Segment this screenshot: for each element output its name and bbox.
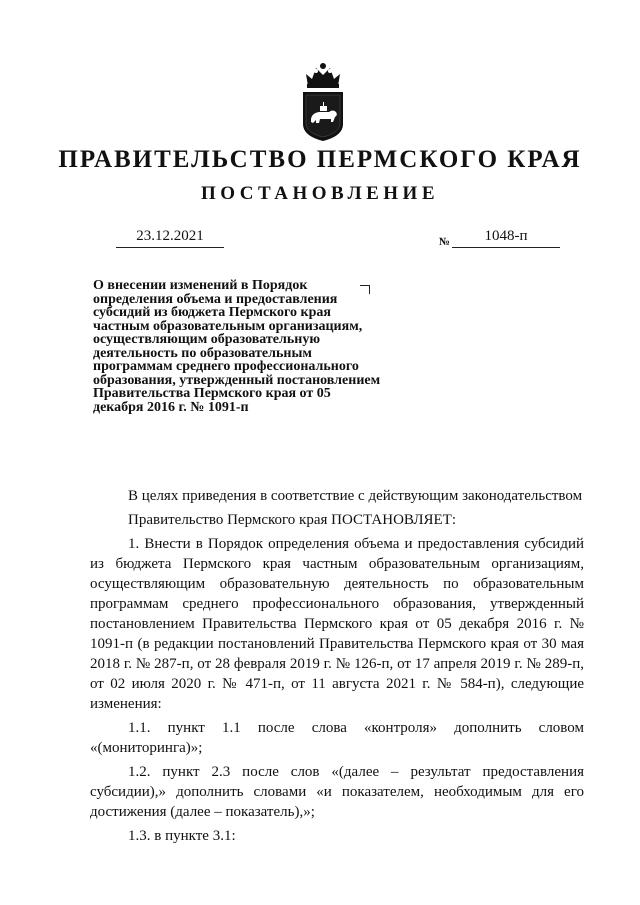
decree-number: 1048-п: [452, 228, 560, 248]
paragraph-resolves: Правительство Пермского края ПОСТАНОВЛЯЕТ:: [128, 512, 457, 528]
decree-body: [90, 486, 584, 846]
paragraph-item-1-3: 1.3. в пункте 3.1:: [128, 828, 236, 844]
document-type-title: ПОСТАНОВЛЕНИЕ: [200, 183, 440, 204]
paragraph-item-1-1: 1.1. пункт 1.1 после слова «контроля» дополнить словом «(мониторинга)»;: [90, 720, 584, 756]
decree-date: 23.12.2021: [116, 228, 224, 248]
paragraph-preamble: В целях приведения в соответствие с действующим законодательством: [128, 488, 583, 504]
perm-krai-coat-of-arms-icon: [298, 62, 348, 142]
paragraph-item-1: 1. Внести в Порядок определения объема и предоставления субсидий из бюджета Пермского края частным образовательным организациям, осуществляющим образовательную деятельность по образовательным программам среднего профессионального образования, утвержденный постановлением Правительства Пермского края от 05 декабря 2016 г. № 1091-п (в редакции постановлений Правительства Пермского края от 30 мая 2018 г. № 287-п, от 28 февраля 2019 г. № 126-п, от 17 апреля 2019 г. № 289-п, от 02 июля 2020 г. № 471-п, от 11 августа 2021 г. № 584-п), следующие изменения:: [90, 536, 584, 712]
paragraph-item-1-2: 1.2. пункт 2.3 после слов «(далее – результат предоставления субсидии),» дополнить словами «и показателем, необходимым для его достижения (далее – показатель),»;: [90, 764, 584, 820]
decree-subject: О внесении изменений в Порядок определения объема и предоставления субсидий из бюджета Пермского края частным образовательным организациям, осуществляющим образовательную деятельность по образовательным программам среднего профессионального образования, утвержденный постановлением Правительства Пермского края от 05 декабря 2016 г. № 1091-п: [93, 278, 381, 415]
government-title: ПРАВИТЕЛЬСТВО ПЕРМСКОГО КРАЯ: [58, 146, 582, 173]
number-sign: №: [439, 236, 451, 248]
